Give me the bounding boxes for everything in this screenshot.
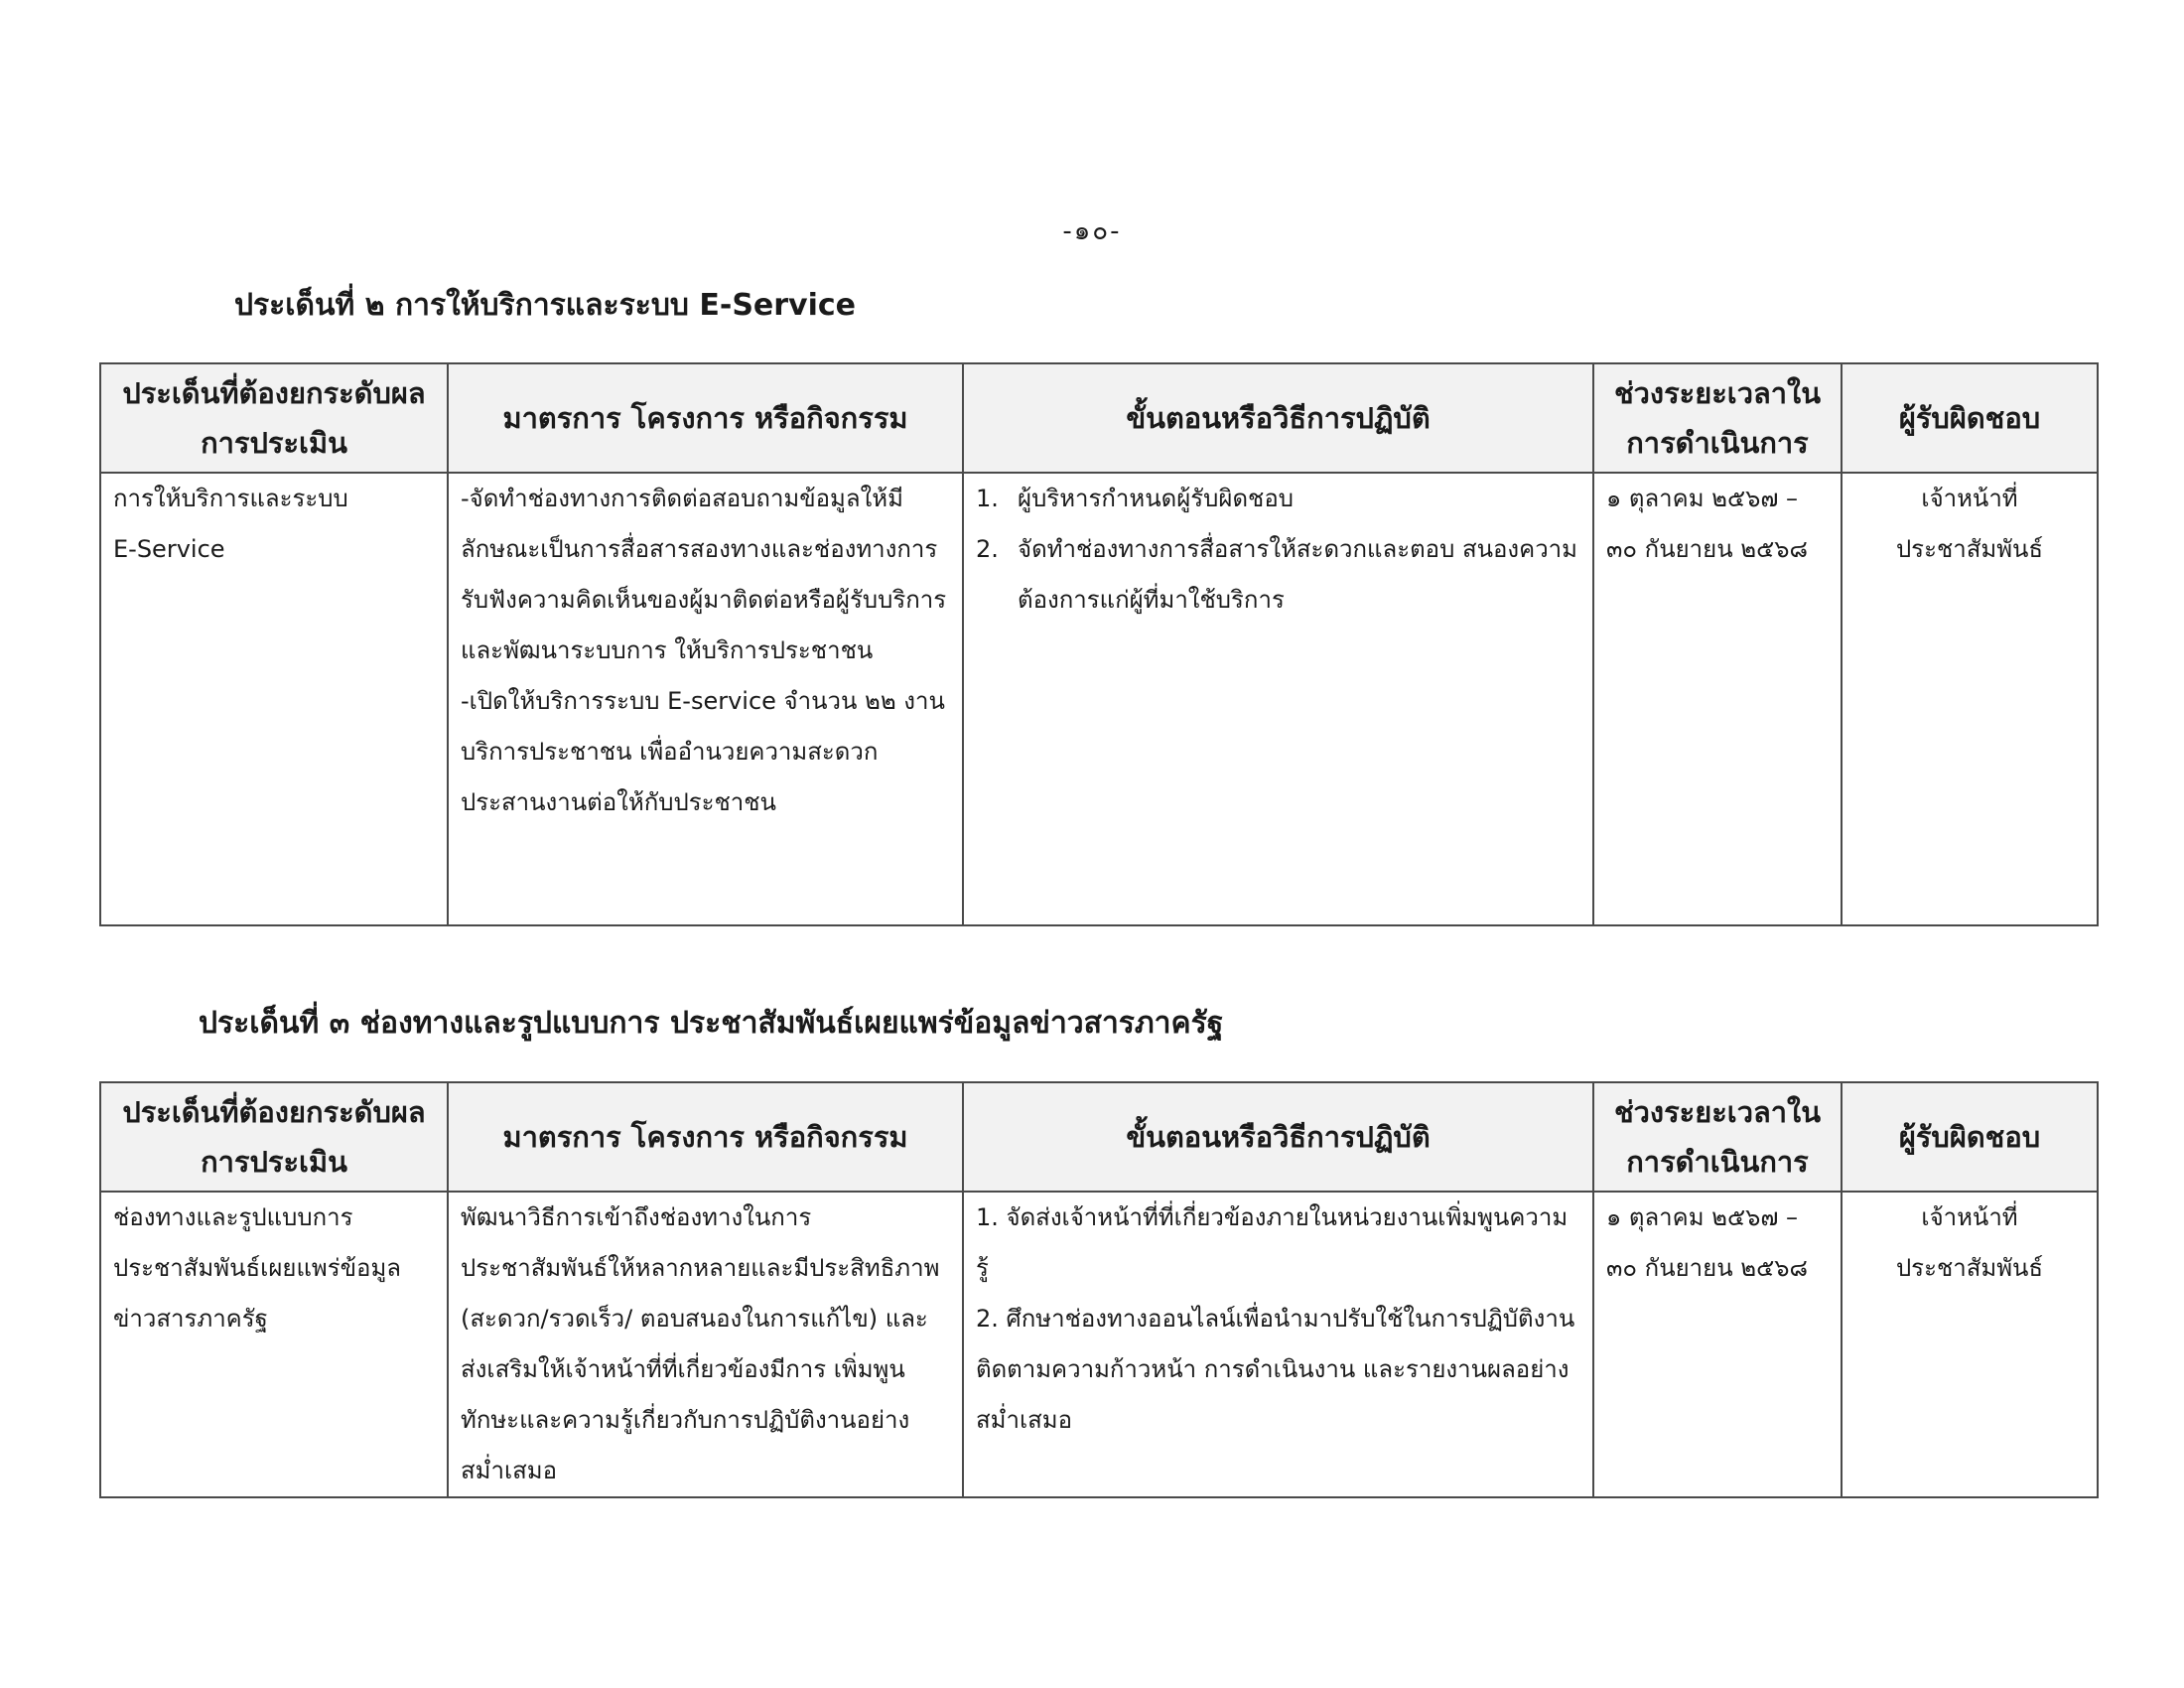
step-number: 1.: [976, 485, 999, 512]
section-title-2: ประเด็นที่ ๒ การให้บริการและระบบ E-Service: [234, 288, 857, 323]
responsible-line: ประชาสัมพันธ์: [1895, 535, 2044, 563]
header-steps: ขั้นตอนหรือวิธีการปฏิบัติ: [963, 363, 1593, 473]
header-responsible: ผู้รับผิดชอบ: [1842, 363, 2098, 473]
steps-cell: [963, 473, 1593, 925]
steps-list: [976, 474, 1580, 626]
step-item: [976, 524, 1580, 626]
step-item: 2. ศึกษาช่องทางออนไลน์เพื่อนำมาปรับใช้ในการปฏิบัติงานติดตามความก้าวหน้า การดำเนินงาน และรายงานผลอย่างสม่ำเสมอ: [976, 1305, 1575, 1434]
page-number: -๑๐-: [1062, 216, 1122, 246]
period-line: ๓๐ กันยายน ๒๕๖๘: [1606, 1254, 1808, 1282]
issue-line: ประชาสัมพันธ์เผยแพร่ข้อมูล: [113, 1254, 401, 1282]
period-cell: [1593, 473, 1842, 925]
header-issue: ประเด็นที่ต้องยกระดับผลการประเมิน: [100, 1082, 448, 1192]
issue-cell: [100, 1192, 448, 1497]
table-row: [100, 473, 2098, 925]
step-item: 1. จัดส่งเจ้าหน้าที่ที่เกี่ยวข้องภายในหน่วยงานเพิ่มพูนความรู้: [976, 1203, 1569, 1282]
measure-paragraph: พัฒนาวิธีการเข้าถึงช่องทางในการประชาสัมพันธ์ให้หลากหลายและมีประสิทธิภาพ (สะดวก/รวดเร็ว/ ตอบสนองในการแก้ไข) และส่งเสริมให้เจ้าหน้าที่ที่เกี่ยวข้องมีการ เพิ่มพูนทักษะและความรู้เกี่ยวกับการปฏิบัติงานอย่างสม่ำเสมอ: [461, 1203, 940, 1484]
table-header-row: [100, 363, 2098, 473]
header-steps: ขั้นตอนหรือวิธีการปฏิบัติ: [963, 1082, 1593, 1192]
issue-line: ช่องทางและรูปแบบการ: [113, 1203, 353, 1231]
period-cell: [1593, 1192, 1842, 1497]
responsible-line: ประชาสัมพันธ์: [1895, 1254, 2044, 1282]
action-plan-table-3: [99, 1081, 2099, 1498]
table-header-row: [100, 1082, 2098, 1192]
header-measure: มาตรการ โครงการ หรือกิจกรรม: [448, 363, 963, 473]
table-row: [100, 1192, 2098, 1497]
measure-paragraph: -เปิดให้บริการระบบ E-service จำนวน ๒๒ งานบริการประชาชน เพื่ออำนวยความสะดวกประสานงานต่อให้กับประชาชน: [461, 687, 945, 816]
period-line: ๓๐ กันยายน ๒๕๖๘: [1606, 535, 1808, 563]
header-period: ช่วงระยะเวลาในการดำเนินการ: [1593, 1082, 1842, 1192]
responsible-line: เจ้าหน้าที่: [1921, 485, 2018, 512]
responsible-cell: [1842, 473, 2098, 925]
header-issue: ประเด็นที่ต้องยกระดับผลการประเมิน: [100, 363, 448, 473]
step-text: ผู้บริหารกำหนดผู้รับผิดชอบ: [1018, 485, 1294, 512]
period-line: ๑ ตุลาคม ๒๕๖๗ –: [1606, 1203, 1799, 1231]
responsible-line: เจ้าหน้าที่: [1921, 1203, 2018, 1231]
issue-line: การให้บริการและระบบ: [113, 485, 348, 512]
header-responsible: ผู้รับผิดชอบ: [1842, 1082, 2098, 1192]
header-period: ช่วงระยะเวลาในการดำเนินการ: [1593, 363, 1842, 473]
step-text: จัดทำช่องทางการสื่อสารให้สะดวกและตอบ สนองความต้องการแก่ผู้ที่มาใช้บริการ: [1018, 535, 1577, 614]
responsible-cell: [1842, 1192, 2098, 1497]
action-plan-table-2: [99, 362, 2099, 926]
step-number: 2.: [976, 535, 999, 563]
measure-paragraph: -จัดทำช่องทางการติดต่อสอบถามข้อมูลให้มีลักษณะเป็นการสื่อสารสองทางและช่องทางการรับฟังความคิดเห็นของผู้มาติดต่อหรือผู้รับบริการและพัฒนาระบบการ ให้บริการประชาชน: [461, 485, 947, 664]
period-line: ๑ ตุลาคม ๒๕๖๗ –: [1606, 485, 1799, 512]
issue-line: E-Service: [113, 535, 225, 563]
steps-cell: [963, 1192, 1593, 1497]
measure-cell: [448, 473, 963, 925]
step-item: [976, 474, 1580, 524]
issue-line: ข่าวสารภาครัฐ: [113, 1305, 268, 1333]
issue-cell: [100, 473, 448, 925]
measure-cell: [448, 1192, 963, 1497]
header-measure: มาตรการ โครงการ หรือกิจกรรม: [448, 1082, 963, 1192]
section-title-3: ประเด็นที่ ๓ ช่องทางและรูปแบบการ ประชาสัมพันธ์เผยแพร่ข้อมูลข่าวสารภาครัฐ: [199, 1006, 1224, 1041]
